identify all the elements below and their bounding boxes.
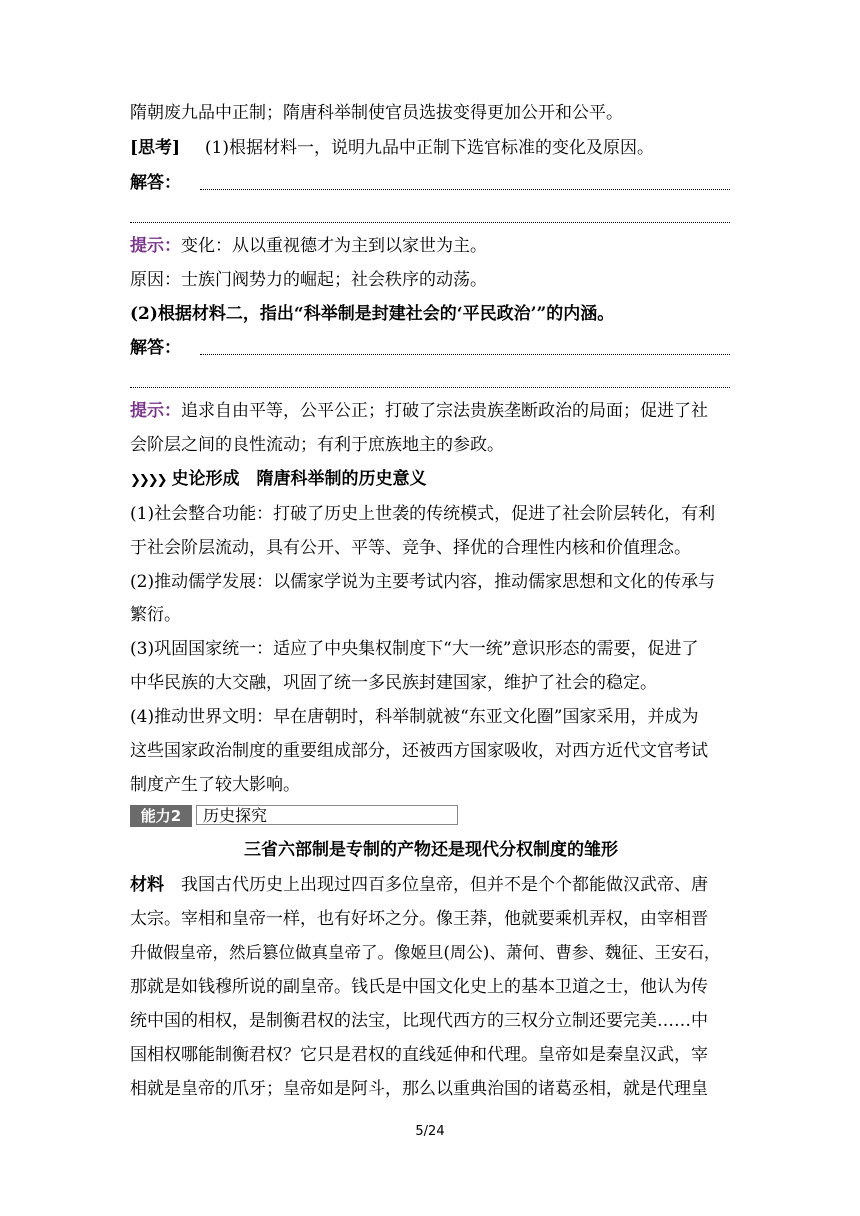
- material-title: 三省六部制是专制的产物还是现代分权制度的雏形: [244, 840, 618, 860]
- answer-row-2: [130, 336, 732, 360]
- hint-text: 变化：从以重视德才为主到以家世为主。: [181, 236, 487, 256]
- paragraph-line: 中华民族的大交融，巩固了统一多民族封建国家，维护了社会的稳定。: [130, 673, 657, 693]
- badge-tag: 能力2: [130, 805, 192, 827]
- material-label: 材料: [130, 875, 164, 895]
- section-title: 史论形成 隋唐科举制的历史意义: [171, 469, 427, 489]
- hint-2: [130, 399, 732, 423]
- hint-label: 提示：: [130, 401, 181, 421]
- paragraph-line: 于社会阶层流动，具有公开、平等、竞争、择优的合理性内核和价值理念。: [130, 538, 691, 558]
- hint-text: 追求自由平等，公平公正；打破了宗法贵族垄断政治的局面；促进了社: [181, 401, 708, 421]
- think-question-text: (1)根据材料一，说明九品中正制下选官标准的变化及原因。: [204, 138, 654, 158]
- answer-line: [130, 387, 730, 388]
- material-line: 升做假皇帝，然后篡位做真皇帝了。像姬旦(周公)、萧何、曹参、魏征、王安石，: [130, 943, 721, 962]
- material-line: 太宗。宰相和皇帝一样，也有好坏之分。像王莽，他就要乘机弄权，由宰相晋: [130, 909, 708, 929]
- material-text: 我国古代历史上出现过四百多位皇帝，但并不是个个都能做汉武帝、唐: [181, 875, 708, 895]
- paragraph-line: (2)推动儒学发展：以儒家学说为主要考试内容，推动儒家思想和文化的传承与: [130, 572, 716, 592]
- answer-label: 解答：: [130, 338, 181, 358]
- paragraph-line: 制度产生了较大影响。: [130, 775, 300, 795]
- answer-label: 解答：: [130, 173, 181, 193]
- hint-1: [130, 234, 732, 258]
- answer-row-1: [130, 171, 732, 195]
- answer-line: [200, 354, 730, 355]
- paragraph-line: (1)社会整合功能：打破了历史上世袭的传统模式，促进了社会阶层转化，有利: [130, 504, 716, 524]
- paragraph-line: 繁衍。: [130, 605, 181, 625]
- paragraph-line: (3)巩固国家统一：适应了中央集权制度下“大一统”意识形态的需要，促进了: [130, 639, 699, 659]
- badge-name: 历史探究: [196, 805, 458, 825]
- text-line: 隋朝废九品中正制；隋唐科举制使官员选拔变得更加公开和公平。: [130, 103, 623, 123]
- material-line: 国相权哪能制衡君权？它只是君权的直线延伸和代理。皇帝如是秦皇汉武，宰: [130, 1045, 708, 1065]
- think-question-1: [130, 136, 732, 160]
- section-heading: [130, 467, 427, 493]
- material-line: [130, 873, 732, 897]
- hint-text: 原因：士族门阀势力的崛起；社会秩序的动荡。: [130, 270, 487, 290]
- arrows-icon: ❯❯❯❯: [130, 473, 166, 488]
- think-tag: [思考]: [130, 138, 181, 158]
- ability-badge: [130, 805, 460, 827]
- material-line: 那就是如钱穆所说的副皇帝。钱氏是中国文化史上的基本卫道之士，他认为传: [130, 977, 708, 997]
- paragraph-line: (4)推动世界文明：早在唐朝时，科举制就被“东亚文化圈”国家采用，并成为: [130, 707, 699, 727]
- paragraph-line: 这些国家政治制度的重要组成部分，还被西方国家吸收，对西方近代文官考试: [130, 741, 708, 761]
- answer-line: [200, 189, 730, 190]
- page-number: 5/24: [415, 1124, 445, 1139]
- hint-label: 提示：: [130, 236, 181, 256]
- material-line: 统中国的相权，是制衡君权的法宝，比现代西方的三权分立制还要完美……中: [130, 1011, 708, 1031]
- answer-line: [130, 222, 730, 223]
- material-line: 相就是皇帝的爪牙；皇帝如是阿斗，那么以重典治国的诸葛丞相，就是代理皇: [130, 1079, 708, 1099]
- hint-text: 会阶层之间的良性流动；有利于庶族地主的参政。: [130, 435, 504, 455]
- think-question-2: (2)根据材料二，指出“科举制是封建社会的‘平民政治’”的内涵。: [130, 304, 615, 324]
